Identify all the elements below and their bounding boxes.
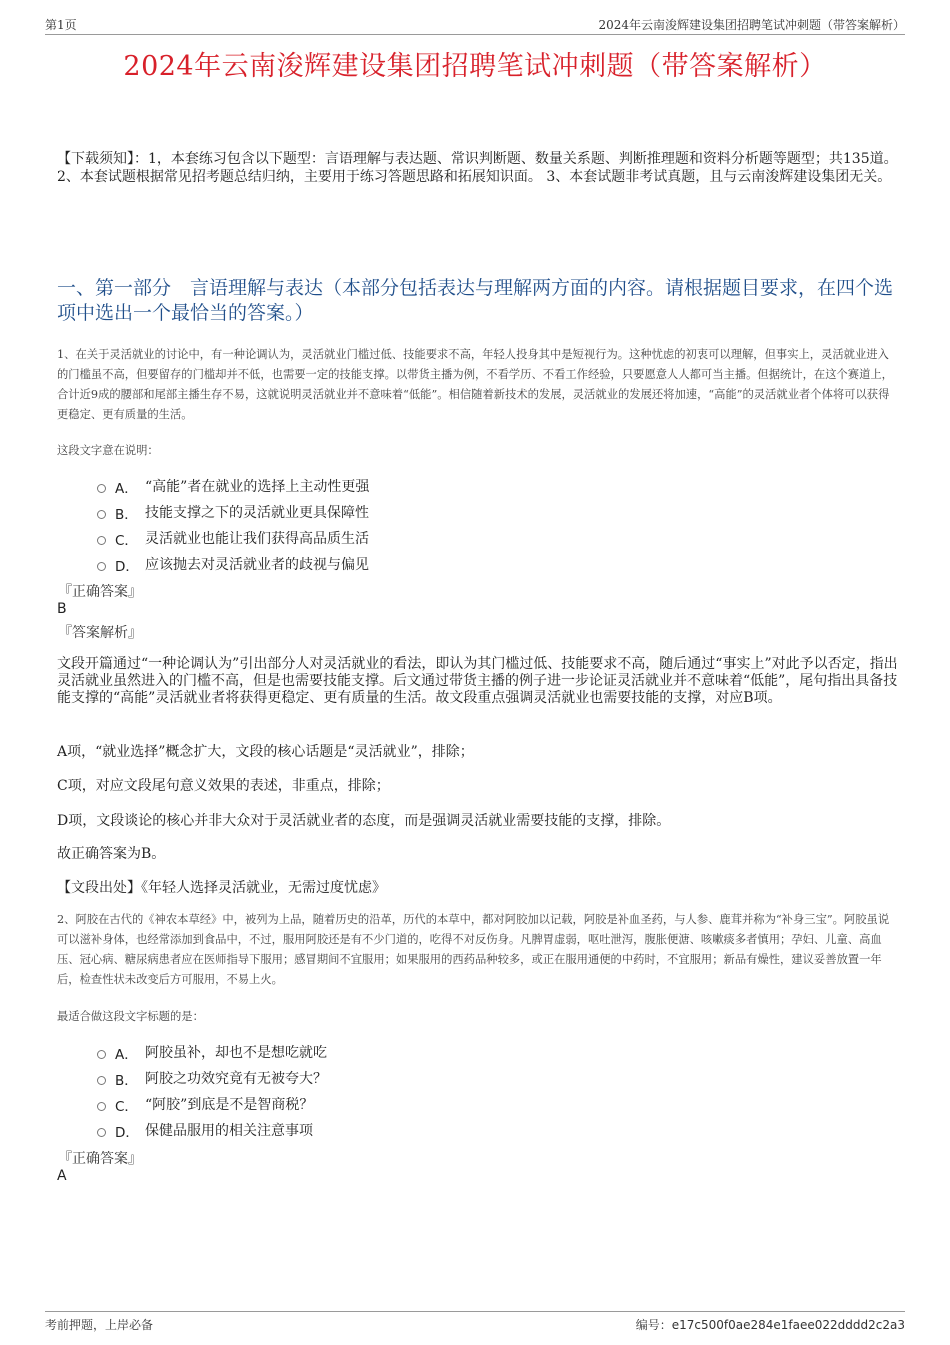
page-title: 2024年云南浚辉建设集团招聘笔试冲刺题（带答案解析） [123, 51, 827, 82]
question-2-options [95, 1042, 875, 1146]
radio-icon[interactable] [97, 1128, 106, 1137]
option-c[interactable] [95, 1094, 875, 1120]
option-c[interactable] [95, 528, 875, 554]
option-text: 保健品服用的相关注意事项 [145, 1123, 313, 1139]
option-text: “阿胶”到底是不是智商税？ [145, 1097, 314, 1113]
option-text: “高能”者在就业的选择上主动性更强 [145, 479, 370, 495]
question-2-prompt: 最适合做这段文字标题的是： [57, 1010, 204, 1023]
option-a[interactable] [95, 476, 875, 502]
option-letter: B． [115, 507, 138, 523]
question-1-text: 1、在关于灵活就业的讨论中，有一种论调认为，灵活就业门槛过低、技能要求不高，年轻人投身其中是短视行为。这种忧虑的初衷可以理解，但事实上，灵活就业进入的门槛虽不高，但要留存的门槛却并不低，也需要一定的技能支撑。以带货主播为例，不看学历、不看工作经验，只要愿意人人都可当主播。但据统计，在这个赛道上，合计近9成的腰部和尾部主播生存不易，这就说明灵活就业并不意味着“低能”。相信随着新技术的发展，灵活就业的发展还将加速，“高能”的灵活就业者个体将可以获得更稳定、更有质量的生活。 [57, 348, 893, 421]
question-2-text: 2、阿胶在古代的《神农本草经》中，被列为上品，随着历史的沿革，历代的本草中，都对阿胶加以记载，阿胶是补血圣药，与人参、鹿茸并称为“补身三宝”。阿胶虽说可以滋补身体，也经常添加到食品中，不过，服用阿胶还是有不少门道的，吃得不对反伤身。凡脾胃虚弱，呕吐泄泻，腹胀便溏、咳嗽痰多者慎用；孕妇、儿童、高血压、冠心病、糖尿病患者应在医师指导下服用；感冒期间不宜服用；如果服用的西药品种较多，或正在服用通便的中药时，不宜服用；新品有燥性，建议妥善放置一年后，检查性状未改变后方可服用，不易上火。 [57, 913, 890, 986]
page-header [45, 14, 905, 35]
option-letter: B． [115, 1073, 138, 1089]
correct-answer: B [57, 601, 67, 617]
header-doc-title: 2024年云南浚辉建设集团招聘笔试冲刺题（带答案解析） [598, 18, 905, 32]
footer-code-label: 编号： [635, 1318, 672, 1332]
analysis-conclusion: 故正确答案为B。 [57, 846, 166, 862]
radio-icon[interactable] [97, 1050, 106, 1059]
analysis-text: 文段开篇通过“一种论调认为”引出部分人对灵活就业的看法，即认为其门槛过低、技能要求不高，随后通过“事实上”对此予以否定，指出灵活就业虽然进入的门槛不高，但是也需要技能支撑。后文通过带货主播的例子进一步论证灵活就业并不意味着“低能”，尾句指出具备技能支撑的“高能”灵活就业者将获得更稳定、更有质量的生活。故文段重点强调灵活就业也需要技能的支撑，对应B项。 [57, 656, 898, 706]
option-letter: D． [115, 559, 139, 575]
correct-answer-label: 『正确答案』 [58, 1151, 142, 1167]
option-d[interactable] [95, 554, 875, 580]
option-letter: C． [115, 533, 138, 549]
page-number: 第1页 [45, 18, 77, 32]
option-letter: A． [115, 1047, 138, 1063]
text-source: 【文段出处】《年轻人选择灵活就业，无需过度忧虑》 [57, 880, 386, 896]
option-d[interactable] [95, 1120, 875, 1146]
radio-icon[interactable] [97, 536, 106, 545]
question-1-prompt: 这段文字意在说明： [57, 444, 159, 457]
analysis-option-d: D项，文段谈论的核心并非大众对于灵活就业者的态度，而是强调灵活就业需要技能的支撑，排除。 [57, 813, 671, 829]
analysis-option-c: C项，对应文段尾句意义效果的表述，非重点，排除； [57, 778, 390, 794]
option-letter: D． [115, 1125, 139, 1141]
section-heading: 一、第一部分 言语理解与表达（本部分包括表达与理解两方面的内容。请根据题目要求，在四个选项中选出一个最恰当的答案。） [57, 277, 894, 324]
option-text: 阿胶虽补，却也不是想吃就吃 [145, 1045, 327, 1061]
option-b[interactable] [95, 502, 875, 528]
correct-answer: A [57, 1168, 67, 1184]
question-1-options [95, 476, 875, 580]
option-a[interactable] [95, 1042, 875, 1068]
footer-code [636, 1316, 905, 1333]
footer-slogan: 考前押题，上岸必备 [45, 1318, 154, 1332]
page-footer [45, 1311, 905, 1332]
option-text: 灵活就业也能让我们获得高品质生活 [145, 531, 369, 547]
footer-code-value: e17c500f0ae284e1faee022dddd2c2a3 [671, 1318, 905, 1332]
radio-icon[interactable] [97, 1076, 106, 1085]
analysis-label: 『答案解析』 [58, 625, 142, 641]
radio-icon[interactable] [97, 510, 106, 519]
option-text: 技能支撑之下的灵活就业更具保障性 [145, 505, 369, 521]
download-notice: 【下载须知】：1，本套练习包含以下题型：言语理解与表达题、常识判断题、数量关系题、判断推理题和资料分析题等题型；共135道。 2、本套试题根据常见招考题总结归纳，主要用于练习答题思路和拓展知识面。 3、本套试题非考试真题，且与云南浚辉建设集团无关。 [57, 151, 898, 185]
option-letter: C． [115, 1099, 138, 1115]
correct-answer-label: 『正确答案』 [58, 584, 142, 600]
radio-icon[interactable] [97, 484, 106, 493]
option-text: 阿胶之功效究竟有无被夸大？ [145, 1071, 327, 1087]
option-b[interactable] [95, 1068, 875, 1094]
option-text: 应该抛去对灵活就业者的歧视与偏见 [145, 557, 369, 573]
radio-icon[interactable] [97, 1102, 106, 1111]
radio-icon[interactable] [97, 562, 106, 571]
option-letter: A． [115, 481, 138, 497]
analysis-option-a: A项，“就业选择”概念扩大，文段的核心话题是“灵活就业”，排除； [57, 744, 474, 760]
